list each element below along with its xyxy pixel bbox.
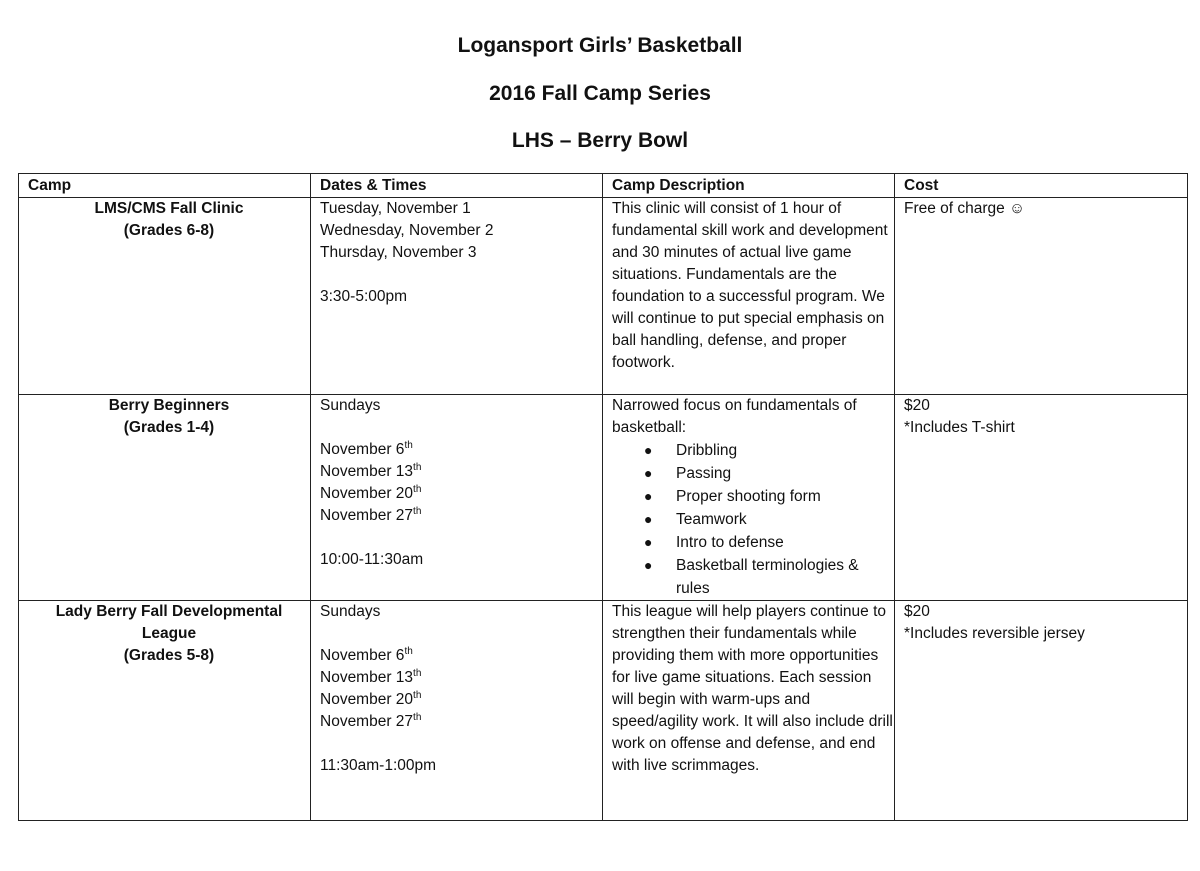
camp-name-cell [19, 198, 311, 395]
column-header-camp-description: Camp Description [603, 174, 895, 198]
camp-name: LMS/CMS Fall Clinic [94, 200, 244, 217]
cost-cell [895, 601, 1188, 821]
document-subtitle: 2016 Fall Camp Series [489, 82, 711, 105]
camp-grades: (Grades 5-8) [123, 647, 215, 664]
camp-date: November 13th [320, 462, 422, 480]
camp-time: 10:00-11:30am [320, 551, 424, 568]
bullet-icon: ● [644, 465, 653, 481]
camp-description: This league will help players continue to strengthen their fundamentals while providing them with more opportunities for live game situations. Each session will begin with warm-ups and speed/agility work. It will also include drill work on offense and defense, and end with live scrimmages. [612, 603, 893, 774]
cost-cell [895, 395, 1188, 601]
column-header-cost: Cost [895, 174, 1188, 198]
camp-cost-note: *Includes T-shirt [904, 419, 1015, 436]
cost-cell [895, 198, 1188, 395]
table-row [19, 395, 1188, 601]
camp-date: November 27th [320, 712, 422, 730]
table-row [19, 601, 1188, 821]
bullet-icon: ● [644, 534, 653, 550]
camp-day: Sundays [320, 603, 381, 620]
camp-date: Thursday, November 3 [320, 244, 477, 261]
document-location: LHS – Berry Bowl [511, 129, 689, 152]
camp-schedule-table [18, 173, 1188, 821]
dates-times-cell [311, 198, 603, 395]
camp-date: Tuesday, November 1 [320, 200, 471, 217]
camp-date: November 20th [320, 690, 422, 708]
camp-grades: (Grades 1-4) [123, 419, 215, 436]
camp-description: This clinic will consist of 1 hour of fundamental skill work and development and 30 minutes of actual live game situations. Fundamentals are the foundation to a successful program. We will continue to put special emphasis on ball handling, defense, and proper footwork. [612, 200, 888, 371]
camp-cost: $20 [904, 397, 930, 414]
camp-time: 11:30am-1:00pm [320, 757, 437, 774]
camp-name: Lady Berry Fall Developmental [55, 603, 283, 620]
list-item: ● Proper shooting form [676, 485, 894, 508]
camp-cost-note: *Includes reversible jersey [904, 625, 1085, 642]
table-row [19, 198, 1188, 395]
list-item: ● Intro to defense [676, 531, 894, 554]
table-header-row [19, 174, 1188, 198]
document-title: Logansport Girls’ Basketball [457, 34, 743, 57]
description-cell [603, 198, 895, 395]
bullet-icon: ● [644, 442, 653, 458]
description-cell [603, 395, 895, 601]
skills-list [612, 439, 894, 600]
list-item: ● Basketball terminologies & rules [676, 554, 894, 600]
list-item: ● Teamwork [676, 508, 894, 531]
camp-date: November 13th [320, 668, 422, 686]
camp-cost: $20 [904, 603, 930, 620]
description-cell [603, 601, 895, 821]
camp-description: Narrowed focus on fundamentals of basketball: [612, 397, 857, 436]
bullet-icon: ● [644, 511, 653, 527]
camp-cost: Free of charge ☺ [904, 200, 1025, 217]
camp-name-cont: League [141, 625, 197, 642]
camp-time: 3:30-5:00pm [320, 288, 408, 305]
bullet-icon: ● [644, 557, 653, 573]
camp-date: November 6th [320, 440, 413, 458]
dates-times-cell [311, 395, 603, 601]
list-item: ● Passing [676, 462, 894, 485]
column-header-dates-times: Dates & Times [311, 174, 603, 198]
camp-date: November 6th [320, 646, 413, 664]
camp-date: November 27th [320, 506, 422, 524]
camp-day: Sundays [320, 397, 381, 414]
camp-name: Berry Beginners [108, 397, 230, 414]
camp-date: Wednesday, November 2 [320, 222, 494, 239]
list-item: ● Dribbling [676, 439, 894, 462]
camp-date: November 20th [320, 484, 422, 502]
camp-name-cell [19, 601, 311, 821]
column-header-camp: Camp [19, 174, 311, 198]
bullet-icon: ● [644, 488, 653, 504]
dates-times-cell [311, 601, 603, 821]
camp-name-cell [19, 395, 311, 601]
camp-grades: (Grades 6-8) [123, 222, 215, 239]
